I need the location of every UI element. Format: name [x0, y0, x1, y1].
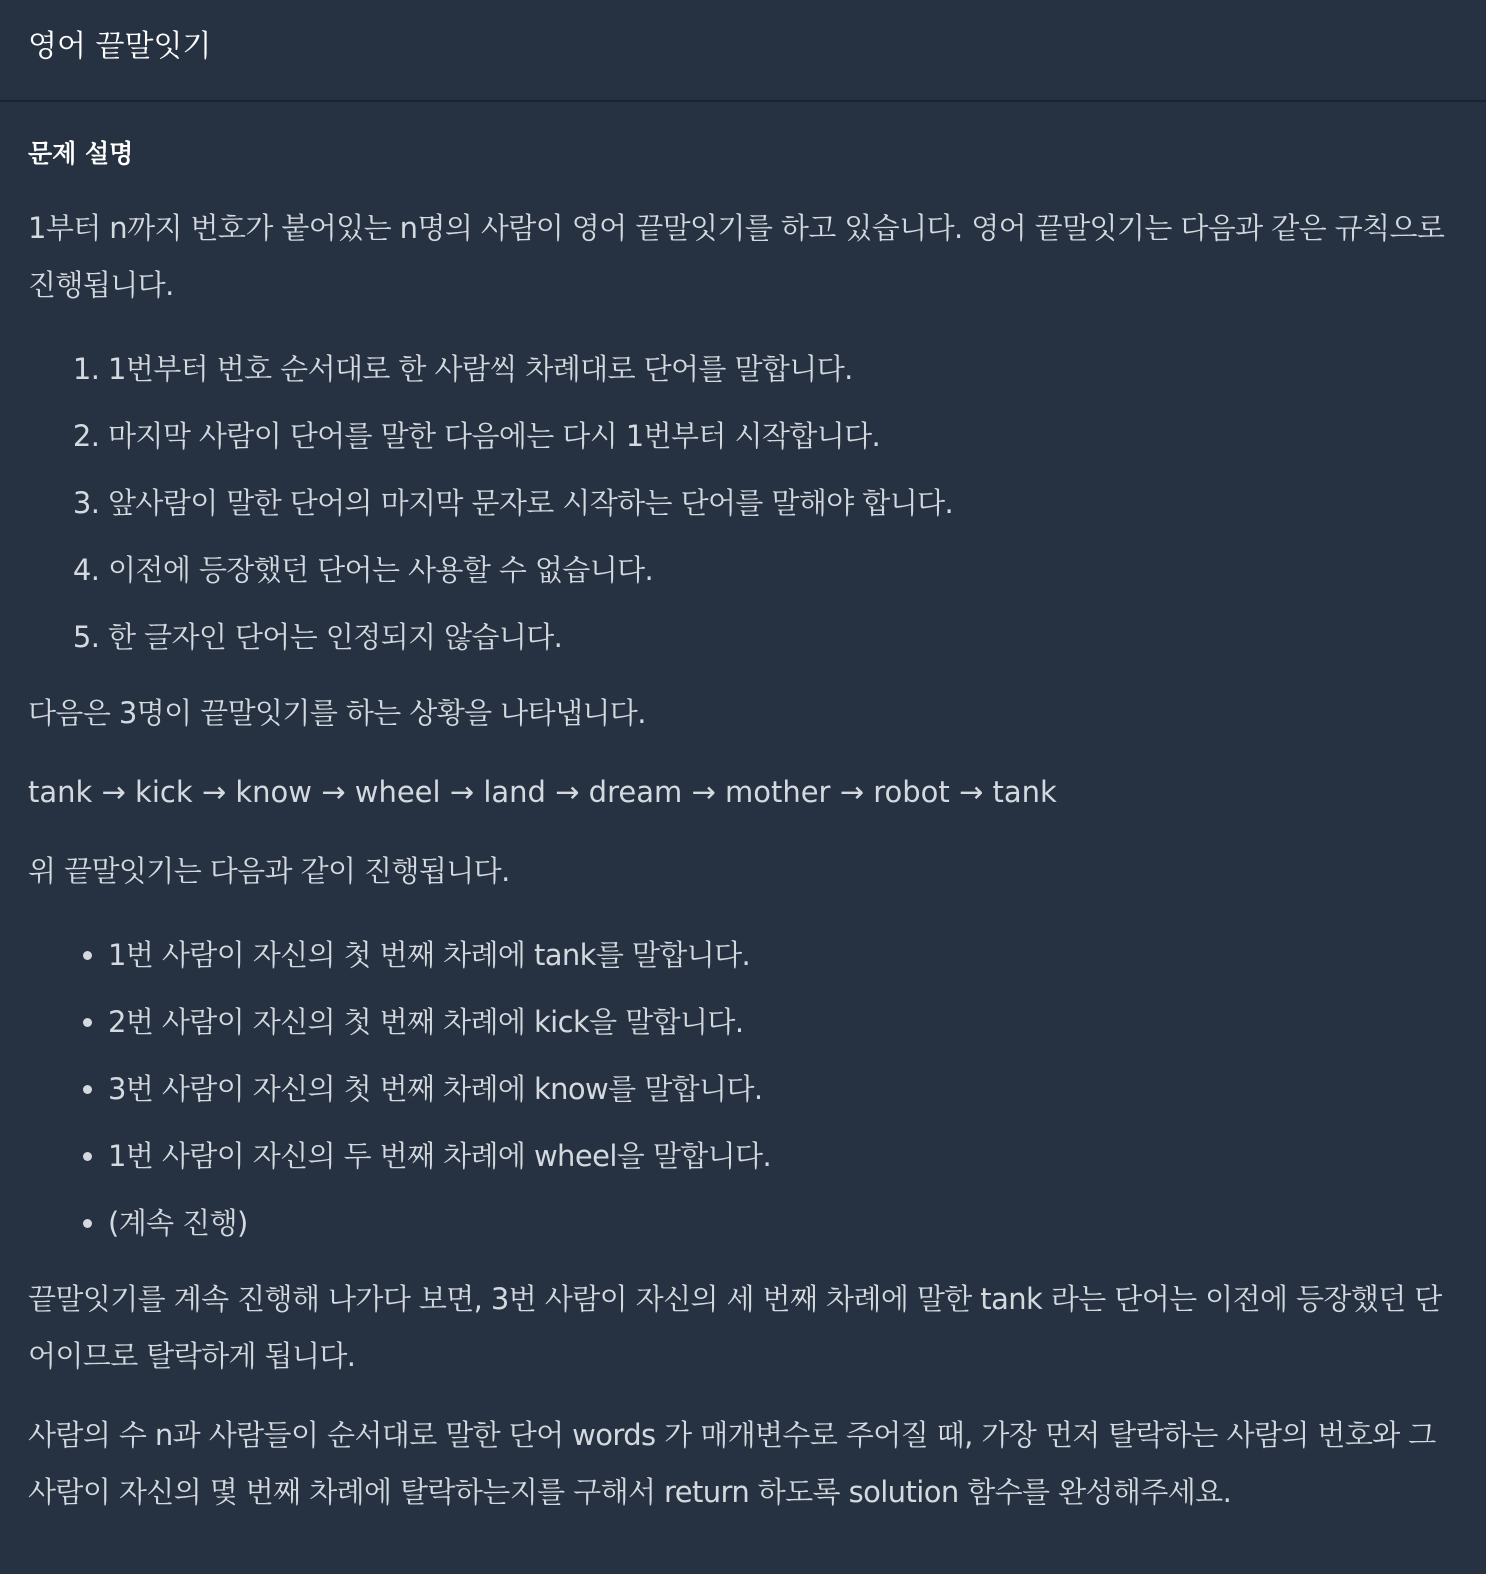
progress-item: • 3번 사람이 자신의 첫 번째 차례에 know를 말합니다.: [108, 1056, 1458, 1123]
example-intro: 다음은 3명이 끝말잇기를 하는 상황을 나타냅니다.: [28, 696, 646, 730]
word-chain: tank → kick → know → wheel → land → dream → mother → robot → tank: [28, 775, 1057, 809]
rule-item: 3. 앞사람이 말한 단어의 마지막 문자로 시작하는 단어를 말해야 합니다.: [108, 470, 1458, 537]
rule-item: 1. 1번부터 번호 순서대로 한 사람씩 차례대로 단어를 말합니다.: [108, 336, 1458, 403]
problem-description: [0, 102, 1486, 1521]
rules-list: [28, 336, 1458, 671]
section-title: 문제 설명: [28, 139, 134, 168]
intro-paragraph: 1부터 n까지 번호가 붙어있는 n명의 사람이 영어 끝말잇기를 하고 있습니다. 영어 끝말잇기는 다음과 같은 규칙으로 진행됩니다.: [28, 211, 1445, 302]
rule-item: 5. 한 글자인 단어는 인정되지 않습니다.: [108, 604, 1458, 671]
problem-title: 영어 끝말잇기: [28, 29, 212, 64]
progress-item: • 1번 사람이 자신의 첫 번째 차례에 tank를 말합니다.: [108, 922, 1458, 989]
progress-list: [28, 922, 1458, 1257]
progress-item: • (계속 진행): [108, 1190, 1458, 1257]
elimination-paragraph: 끝말잇기를 계속 진행해 나가다 보면, 3번 사람이 자신의 세 번째 차례에 말한 tank 라는 단어는 이전에 등장했던 단어이므로 탈락하게 됩니다.: [28, 1282, 1442, 1373]
progress-item: • 1번 사람이 자신의 두 번째 차례에 wheel을 말합니다.: [108, 1123, 1458, 1190]
rule-item: 2. 마지막 사람이 단어를 말한 다음에는 다시 1번부터 시작합니다.: [108, 403, 1458, 470]
problem-header: [0, 0, 1486, 102]
task-paragraph: 사람의 수 n과 사람들이 순서대로 말한 단어 words 가 매개변수로 주어질 때, 가장 먼저 탈락하는 사람의 번호와 그 사람이 자신의 몇 번째 차례에 탈락하는지를 구해서 return 하도록 solution 함수를 완성해주세요.: [28, 1418, 1436, 1509]
progress-intro: 위 끝말잇기는 다음과 같이 진행됩니다.: [28, 854, 510, 888]
progress-item: • 2번 사람이 자신의 첫 번째 차례에 kick을 말합니다.: [108, 989, 1458, 1056]
rule-item: 4. 이전에 등장했던 단어는 사용할 수 없습니다.: [108, 537, 1458, 604]
